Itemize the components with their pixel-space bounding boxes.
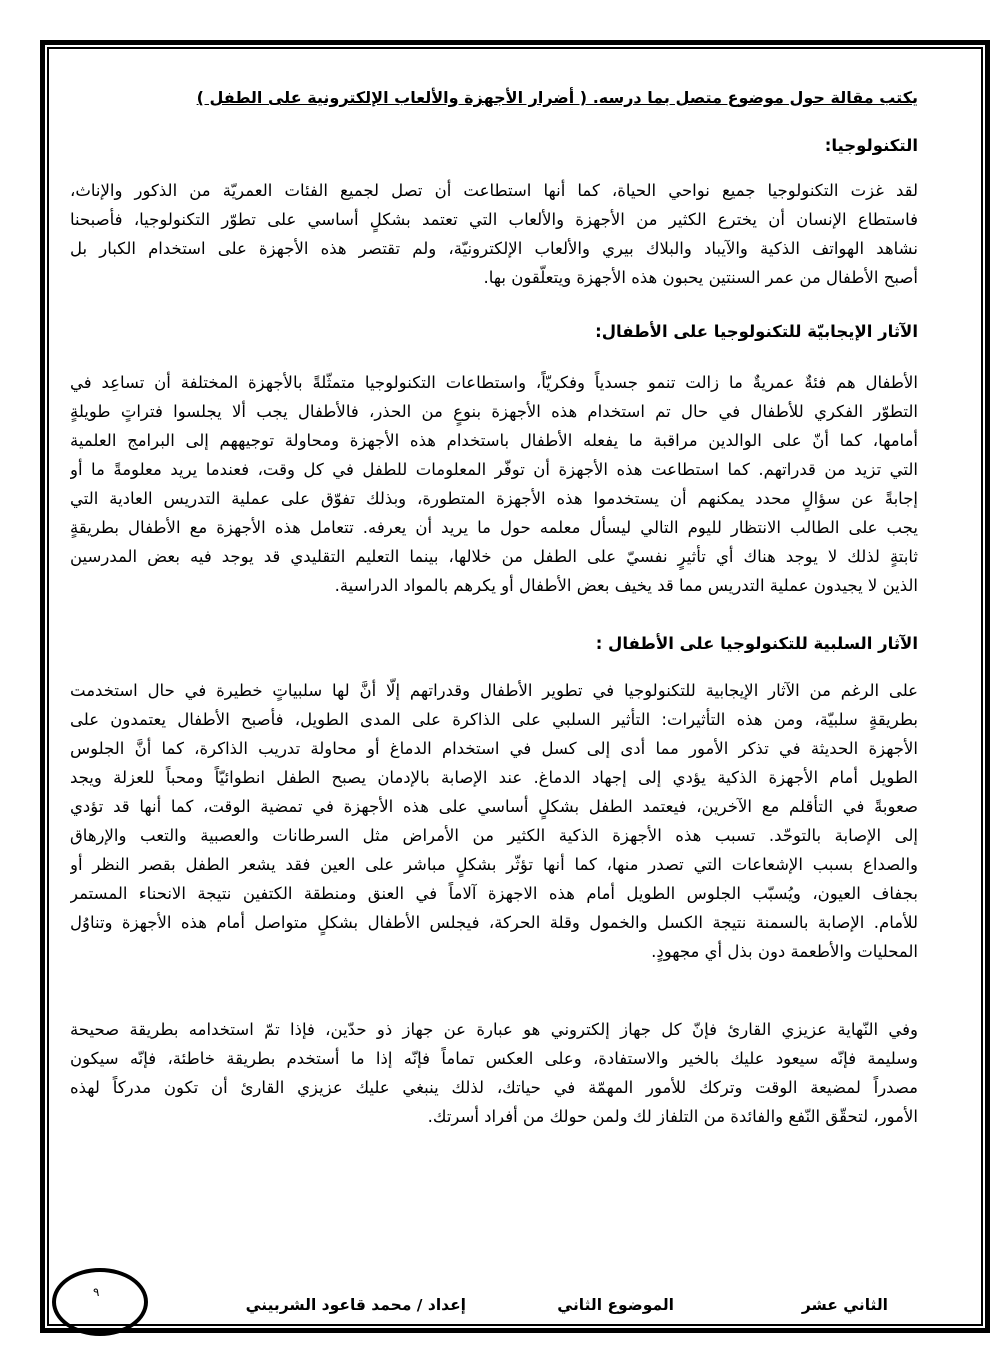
assignment-title: يكتب مقالة حول موضوع متصل بما درسه. ( أضرار الأجهزة والألعاب الإلكترونية على الطفل ): [196, 88, 918, 107]
text-line: بجفاف العيون، ويُسبّب الجلوس الطويل أمام هذه الاجهزة آلاماً في العنق ومنطقة الكتفين نتيجة الانحناء المستمر: [70, 884, 918, 903]
page-number: ٩: [93, 1285, 100, 1299]
text-line: الذين لا يجيدون عملية التدريس مما قد يخيف بعض الأطفال أو يكرهم بالمواد الدراسية.: [334, 576, 918, 595]
text-line: نشاهد الهواتف الذكية والآيباد والبلاك بيري والألعاب الإلكترونيّة، ولم تقتصر هذه الأجهزة على استخدام الكبار بل: [70, 239, 918, 258]
text-line: إلى الإصابة بالتوحّد. تسبب هذه الأجهزة الذكية الكثير من الأمراض مثل السرطانات والعصبية والتعب والإرهاق: [70, 826, 918, 845]
text-line: وفي النّهاية عزيزي القارئ فإنّ كل جهاز إلكتروني هو عبارة عن جهاز ذو حدّين، فإذا تمّ استخدامه بطريقة صحيحة: [70, 1020, 918, 1039]
text-line: للأمام. الإصابة بالسمنة نتيجة الكسل والخمول وقلة الحركة، فيجلس الأطفال بشكلٍ متواصل أمام هذه الأجهزة وتناوُل: [70, 913, 918, 932]
text-line: لقد غزت التكنولوجيا جميع نواحي الحياة، كما أنها استطاعت أن تصل لجميع الفئات العمريّة من الذكور والإناث،: [70, 181, 918, 200]
footer-author: إعداد / محمد قاعود الشربيني: [245, 1296, 466, 1314]
text-line: على الرغم من الآثار الإيجابية للتكنولوجيا في تطوير الأطفال وقدراتهم إلّا أنَّ لها سلبياتٍ خطيرة في حال استخدمت: [70, 681, 918, 700]
text-line: ثابتةٍ لذلك لا يوجد هناك أي تأثيرٍ نفسيّ على الطفل من خلالها، بينما التعليم التقليدي قد يوجد فيه بعض المدرسين: [70, 547, 918, 566]
text-line: يجب على الطالب الانتظار لليوم التالي ليسأل معلمه حول ما يريد أن يعرفه. تتعامل هذه الأجهزة مع الأطفال بطريقةٍ: [70, 518, 918, 537]
section-heading-negative-effects: الآثار السلبية للتكنولوجيا على الأطفال :: [595, 634, 918, 653]
text-line: إجابةً عن سؤالٍ محدد يمكنهم أن يستخدموا هذه الأجهزة المتطورة، وبذلك تفوّق على عملية التدريس العادية التي: [70, 489, 918, 508]
text-line: الأطفال هم فئةٌ عمريةٌ ما زالت تنمو جسدياً وفكريّاً، واستطاعات التكنولوجيا متمثّلةً بالأجهزة المختلفة أن تساعِد في: [70, 373, 918, 392]
text-line: الطويل أمام الأجهزة الذكية يؤدي إلى إجهاد الدماغ. عند الإصابة بالإدمان يصبح الطفل انطوائيّاً ومحباً للعزلة ويجد: [70, 768, 918, 787]
paragraph-conclusion: [70, 1015, 918, 1131]
text-line: وسليمة فإنّه سيعود عليك بالخير والاستفادة، وعلى العكس تماماً فإنّه إذا ما أستخدم بطريقة خاطئة، فإنّه سيكون: [70, 1049, 918, 1068]
text-line: التي تزيد من قدراتهم. كما استطاعت هذه الأجهزة أن توفّر المعلومات للطفل في كل وقت، فعندما يريد معلومةً ما أو: [70, 460, 918, 479]
text-line: مصدراً لمضيعة الوقت وتركك للأمور المهمّة في حياتك، لذلك ينبغي عليك عزيزي القارئ أن تكون مدركاً لهذه: [70, 1078, 918, 1097]
footer-topic: الموضوع الثاني: [557, 1296, 674, 1314]
paragraph-negative-effects: [70, 676, 918, 966]
text-line: صعوبةً في التأقلم مع الآخرين، فيعتمد الطفل بشكلٍ أساسي على هذه الأجهزة في تمضية الوقت، كما أنها قد تؤدي: [70, 797, 918, 816]
paragraph-positive-effects: [70, 368, 918, 600]
text-line: أصبح الأطفال من عمر السنتين يحبون هذه الأجهزة ويتعلّقون بها.: [483, 268, 918, 287]
text-line: فاستطاع الإنسان أن يخترع الكثير من الأجهزة والألعاب التي تعتمد بشكلٍ أساسي على تطوّر التكنولوجيا، فأصبحنا: [70, 210, 918, 229]
text-line: أمامها، كما أنّ على الوالدين مراقبة ما يفعله الأطفال باستخدام هذه الأجهزة ومحاولة توجيههم إلى البرامج العلمية: [70, 431, 918, 450]
section-heading-technology: التكنولوجيا:: [824, 136, 918, 155]
section-heading-positive-effects: الآثار الإيجابيّة للتكنولوجيا على الأطفال:: [595, 322, 918, 341]
page-number-circle: [52, 1268, 148, 1336]
paragraph-technology: [70, 176, 918, 292]
text-line: التطوّر الفكري للأطفال في حال تم استخدام هذه الأجهزة بنوعٍ من الحذر، فالأطفال يجب ألا يجلسوا فتراتٍ طويلةٍ: [70, 402, 918, 421]
text-line: المحليات والأطعمة دون بذل أي مجهودٍ.: [651, 942, 918, 961]
text-line: الأمور، لتحقّق النّفع والفائدة من التلفاز لك ولمن حولك من أفراد أسرتك.: [427, 1107, 918, 1126]
footer-grade: الثاني عشر: [801, 1296, 888, 1314]
text-line: بطريقةٍ سلبيّة، ومن هذه التأثيرات: التأثير السلبي على الذاكرة على المدى الطويل، فأصبح الأطفال يعتمدون على: [70, 710, 918, 729]
text-line: والصداع بسبب الإشعاعات التي تصدر منها، كما أنها تؤثّر بشكلٍ مباشر على العين فقد يشعر الطفل بقصر النظر أو: [70, 855, 918, 874]
text-line: الأجهزة الحديثة في تذكر الأمور مما أدى إلى كسل في استخدام الدماغ أو محاولة تدريب الذاكرة، كما أنَّ الجلوس: [70, 739, 918, 758]
